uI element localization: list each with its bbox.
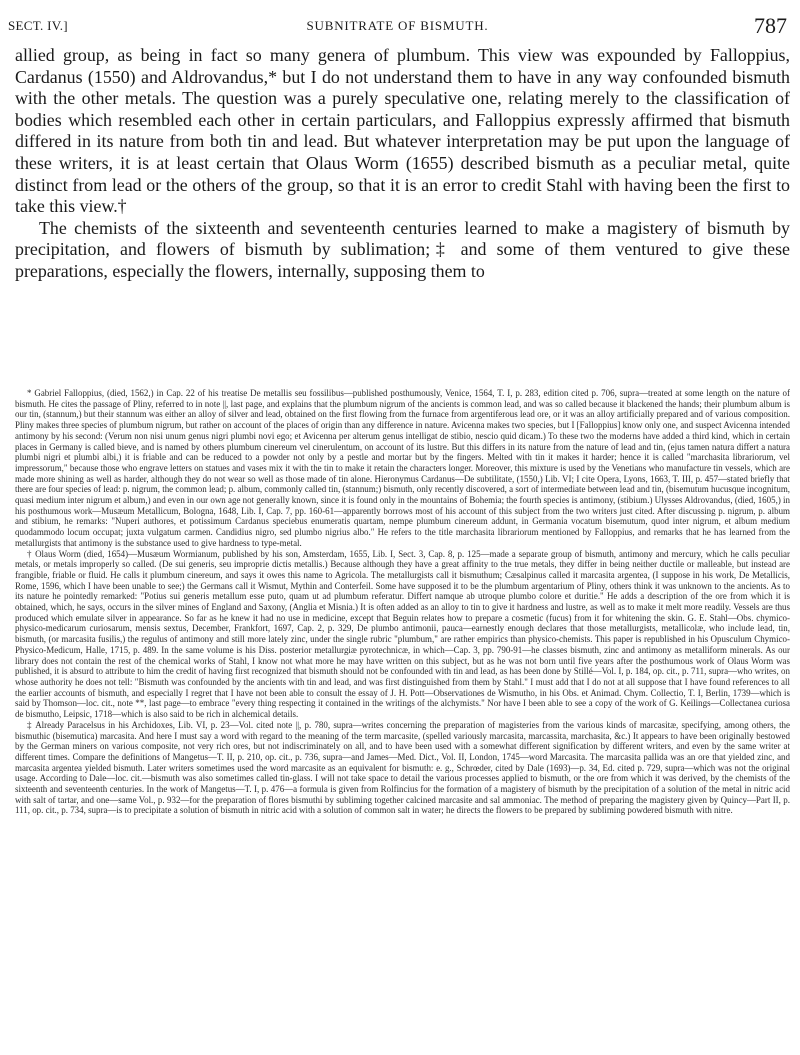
body-paragraph: allied group, as being in fact so many genera of plumbum. This view was expounded by Falloppius, Cardanus (1550) and Aldrovandus,* but I do not understand them to have in any way confounded bismuth with the other metals. The question was a purely speculative one, relating merely to the classification of bodies which resembled each other in certain particulars, and Falloppius expressly affirmed that bismuth differed in its nature from both tin and lead. But whatever interpretation may be put upon the language of these writers, it is at least certain that Olaus Worm (1655) described bismuth as a peculiar metal, quite distinct from lead or the others of the group, so that it is an error to credit Stahl with having been the first to take this view.† xyxy=(15,45,790,217)
running-header xyxy=(8,14,787,36)
footnote-dagger: † Olaus Worm (died, 1654)—Musæum Wormianum, published by his son, Amsterdam, 1655, Lib. I, Sect. 3, Cap. 8, p. 125—made a separate group of bismuth, antimony and mercury, which he calls peculiar metals, or metals improperly so called. (De sui generis, seu improprie dictis metallis.) Because although they have a great affinity to the true metals, they differ in being neither ductile or malleable, but instead are frangible, friable or fluid. He calls it plumbum cinereum, and says it owes this name to Agricola. The metallurgists call it bismuthum; Cæsalpinus called it marcasita argentea, (I suppose in his work, De Metallicis, Rome, 1596, which I have been unable to see;) the Germans call it Wismut, Mythin and Conterfeil. Some have supposed it to be the plumbum argentarium of Pliny, others think it was unknown to the ancients. As to its nature he pointedly remarked: "Potius sui generis metallum esse puto, quam ut ad plumbum referatur. Differt namque ab utroque plumbo colore et duritie." He adds a description of the ore from which it is obtained, which, he says, occurs in the silver mines of England and Saxony, (Anglia et Misnia.) It is often added as an alloy to tin to give it hardness and lustre, as well as to make it melt more readily. Vessels are thus produced which emulate silver in appearance. So far as he knew it had no use in medicine, except that Beguin relates how to prepare a cosmetic (fucus) from it for whitening the skin. G. E. Stahl—Obs. chymico-physico-medicarum curiosarum, mensis sextus, December, Frankfort, 1697, Cap. 2, p. 329, De plumbo antimonii, pauca—earnestly enough declares that those metallurgists, metallicolæ, who include lead, tin, bismuth, (or marcasita fusilis,) the regulus of antimony and still more lately zinc, under the single rubric "plumbum," are rather empirics than physico-chemists. This paper is republished in his Opusculum Chymico-Physico-Medicum, Halle, 1715, p. 489. In the same volume is his Diss. posterior metallurgiæ pyrotechnicæ, in which—Cap. 3, pp. 790-91—he classes bismuth, zinc and antimony as metalliform minerals. As our library does not contain the rest of the chemical works of Stahl, I know not what more he may have written on this subject, but as he was not born until five years after the posthumous work of Olaus Worm was published, it is absurd to attribute to him the credit of having first recognized that bismuth should not be confounded with tin and lead, as has been done by Stillé—Vol. I, p. 184, op. cit., p. 711, supra—who writes, on whose authority he does not tell: "Bismuth was confounded by the ancients with tin and lead, and was first distinguished from them by Stahl." I must add that I do not at all suppose that I have found references to all the earlier accounts of bismuth, and especially I regret that I have not been able to consult the essay of J. H. Pott—Observationes de Wismutho, in his Obs. et Animad. Chym. Collectio, T. I, Berlin, 1739—which is said by Thomson—loc. cit., note **, last page—to embrace "every thing respecting it contained in the writings of the alchymists." Nor have I been able to see a copy of the work of G. Keilings—Collectanea curiosa de bismutho, Leipsic, 1718—which is also said to be rich in alchemical details. xyxy=(15,548,790,720)
page-number: 787 xyxy=(754,13,787,38)
footnote-star: * Gabriel Falloppius, (died, 1562,) in Cap. 22 of his treatise De metallis seu fossilibus—published posthumously, Venice, 1564, T. I, p. 283, edition cited p. 706, supra—treated at some length on the nature of bismuth. He cites the passage of Pliny, referred to in note ||, last page, and explains that the plumbum nigrum of the ancients is common lead, and was so called because it blackened the hands; their plumbum album is our tin, (stannum,) but their stannum was either an alloy of silver and lead, obtained on the first flowing from the furnace from argentiferous lead ore, or it was an alloy artificially prepared and of various composition. Pliny makes three species of plumbum nigrum, but rather on account of the places of origin than any difference in nature. Avicenna makes two species, but I [Falloppius] know only one, and suspect Avicenna intended antimony by his second: (Verum non nisi unum genus nigri plumbi novi ego; et Avicenna per alterum genus intelligat de stibio, nescio quid dicam.) To these two the moderns have added a third kind, which in certain places in Germany is called bieve, and is named by others plumbum cinereum vel cinerulentum, on account of its lustre. But this differs in its nature from the nature of lead and tin, (ejus tamen natura differt a natura plumbi nigri et plumbi albi,) it is friable and can be reduced to a powder not only by a pestle and mortar but by the fingers. Melted with tin it makes it harder; hence it is called "marchasita librariorum, vel impressorum," because those who engrave letters on statues and vases mix it with the tin to make it retain the characters longer. Moreover, this mixture is used by the Venetians who manufacture tin vessels, which are made more shining as well as harder, although they do not wear so well as those made of tin alone. Hieronymus Cardanus—De subtilitate, (1550,) Lib. VI; I cite Opera, Lyons, 1663, T. III, p. 457—stated briefly that there are four species of lead: p. nigrum, the common lead; p. album, commonly called tin, (stannum;) bismuth, only recently discovered, a sort of intermediate between lead and tin, (bisemutum hucusque incognitum, quasi medium inter nigrum et album,) and even in our own age not generally known, since it is found only in the mountains of Bohemia; the fourth species is antimony, (stibium.) Ulysses Aldrovandus, (died, 1605,) in his posthumous work—Musæum Metallicum, Bologna, 1648, Lib. I, Cap. 7, pp. 160-61—apparently borrows most of his account of this subject from the two writers just cited. After discussing p. nigrum, p. album and stibium, he remarks: "Nuperi authores, et potissimum Cardanus speciebus enumeratis quartam, nempe plumbum cinereum addunt, in Germania vocatum bisemutum, quod inter nigrum, et album medium quodammodo locum occupat; juxta vulgatum carmen. Candidius nigro, sed plumbo nigrius albo." He refers to the title marchasita librariorum mentioned by Falloppius, and remarks that he has learned from the metallurgists that antimony is the substance used to give hardness to type-metal. xyxy=(15,388,790,548)
section-label: SECT. IV.] xyxy=(8,18,68,33)
main-text xyxy=(15,45,790,283)
running-title: SUBNITRATE OF BISMUTH. xyxy=(306,18,489,33)
footnote-double-dagger: ‡ Already Paracelsus in his Archidoxes, Lib. VI, p. 23—Vol. cited note ||, p. 780, supra—writes concerning the preparation of magisteries from the various kinds of marcasitæ, specifying, among others, the bismuthic (bisemutica) marcasita. And here I must say a word with regard to the meaning of the term marcasite, (spelled variously marcasita, marcassita, marchasita, &c.) It appears to have been originally bestowed by the German miners on various composite, not very rich ores, but not indiscriminately on all, and to have been used with a somewhat different signification by different writers, and even by the same writer at different times. Compare the definitions of Mangetus—T. II, p. 210, op. cit., p. 736, supra—and James—Med. Dict., Vol. II, London, 1745—word Marcasita. The marcasita pallida was an ore that yielded zinc, and marcasita argentea yielded bismuth. Later writers sometimes used the word marcasite as an equivalent for bismuth: e. g., Schrœder, cited by Dale (1693)—p. 34, Ed. cited p. 729, supra—which was not the original usage. According to Dale—loc. cit.—bismuth was also sometimes called tin-glass. I will not take space to detail the various processes applied to bismuth, or the ore from which it was derived, by the chemists of the sixteenth and seventeenth centuries. In the work of Mangetus—T. I, p. 476—a formula is given from Rolfincius for the formation of a magistery of bismuth by the precipitation of a solution of the metal in nitric acid with salt of tartar, and one—same Vol., p. 932—for the preparation of flores bismuthi by subliming together calcined marcasite and sal ammoniac. The method of preparing the magistery given by Quincy—Part II, p. 111, op. cit., p. 734, supra—is to precipitate a solution of bismuth in nitric acid with a solution of common salt in water; he directs the flowers to be prepared by subliming powdered bismuth with nitre. xyxy=(15,719,790,816)
footnotes xyxy=(15,388,790,816)
body-paragraph: The chemists of the sixteenth and seventeenth centuries learned to make a magistery of bismuth by precipitation, and flowers of bismuth by sublimation;‡ and some of them ventured to give these preparations, especially the flowers, internally, supposing them to xyxy=(15,217,790,281)
